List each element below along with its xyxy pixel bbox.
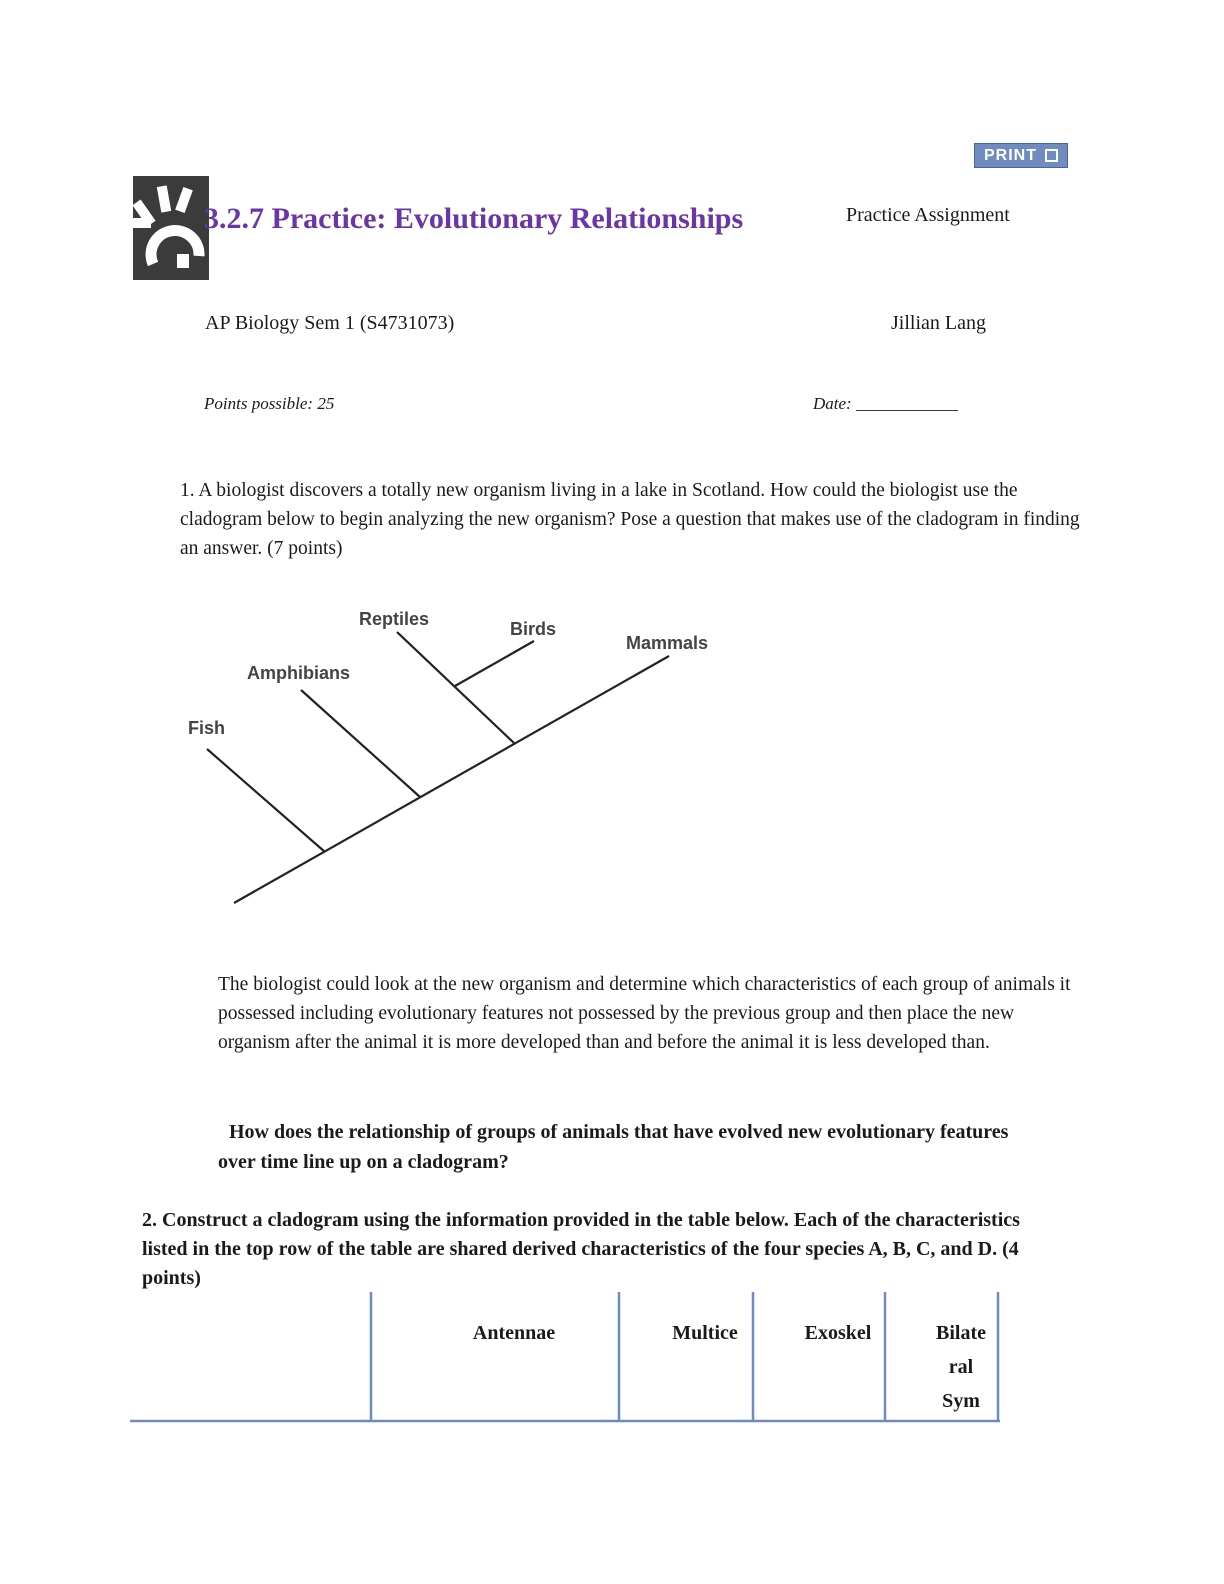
date-field: Date: ____________ (813, 394, 958, 413)
assignment-type: Practice Assignment (846, 204, 1010, 226)
course-name: AP Biology Sem 1 (S4731073) (205, 312, 455, 334)
table-header-bilateral-symmetry: Bilate ral Sym (936, 1322, 986, 1412)
posed-question-text: How does the relationship of groups of animals that have evolved new evolutionary features over time line up on a cladogram? (218, 1121, 1009, 1173)
clad-label-mammals: Mammals (626, 633, 709, 653)
clad-label-reptiles: Reptiles (359, 609, 430, 629)
question-1: 1. A biologist discovers a totally new organism living in a lake in Scotland. How could the biologist use the cladogram below to begin analyzing the new organism? Pose a question that makes use of the cladogram in finding an answer. (7 points) (180, 480, 1080, 559)
question-2: 2. Construct a cladogram using the information provided in the table below. Each of the characteristics listed in the top row of the table are shared derived characteristics of the four species A, B, C, and D. (4 points) (142, 1209, 1020, 1289)
table-header-antennae: Antennae (472, 1322, 556, 1344)
page-title: 3.2.7 Practice: Evolutionary Relationships (204, 202, 744, 235)
clad-label-amphibians: Amphibians (247, 663, 351, 683)
clad-label-birds: Birds (510, 619, 557, 639)
answer-text: The biologist could look at the new organism and determine which characteristics of each group of animals it possessed including evolutionary features not possessed by the previous group and then place the new organism after the animal it is more developed than and before the animal it is less developed than. (218, 974, 1071, 1053)
clad-label-fish: Fish (188, 718, 226, 738)
table-header-exoskeleton: Exoskel (804, 1322, 872, 1344)
points-possible: Points possible: 25 (204, 394, 335, 413)
print-label: PRINT (984, 146, 1037, 164)
table-header-multicellular: Multice (672, 1322, 738, 1344)
student-name: Jillian Lang (891, 312, 986, 334)
